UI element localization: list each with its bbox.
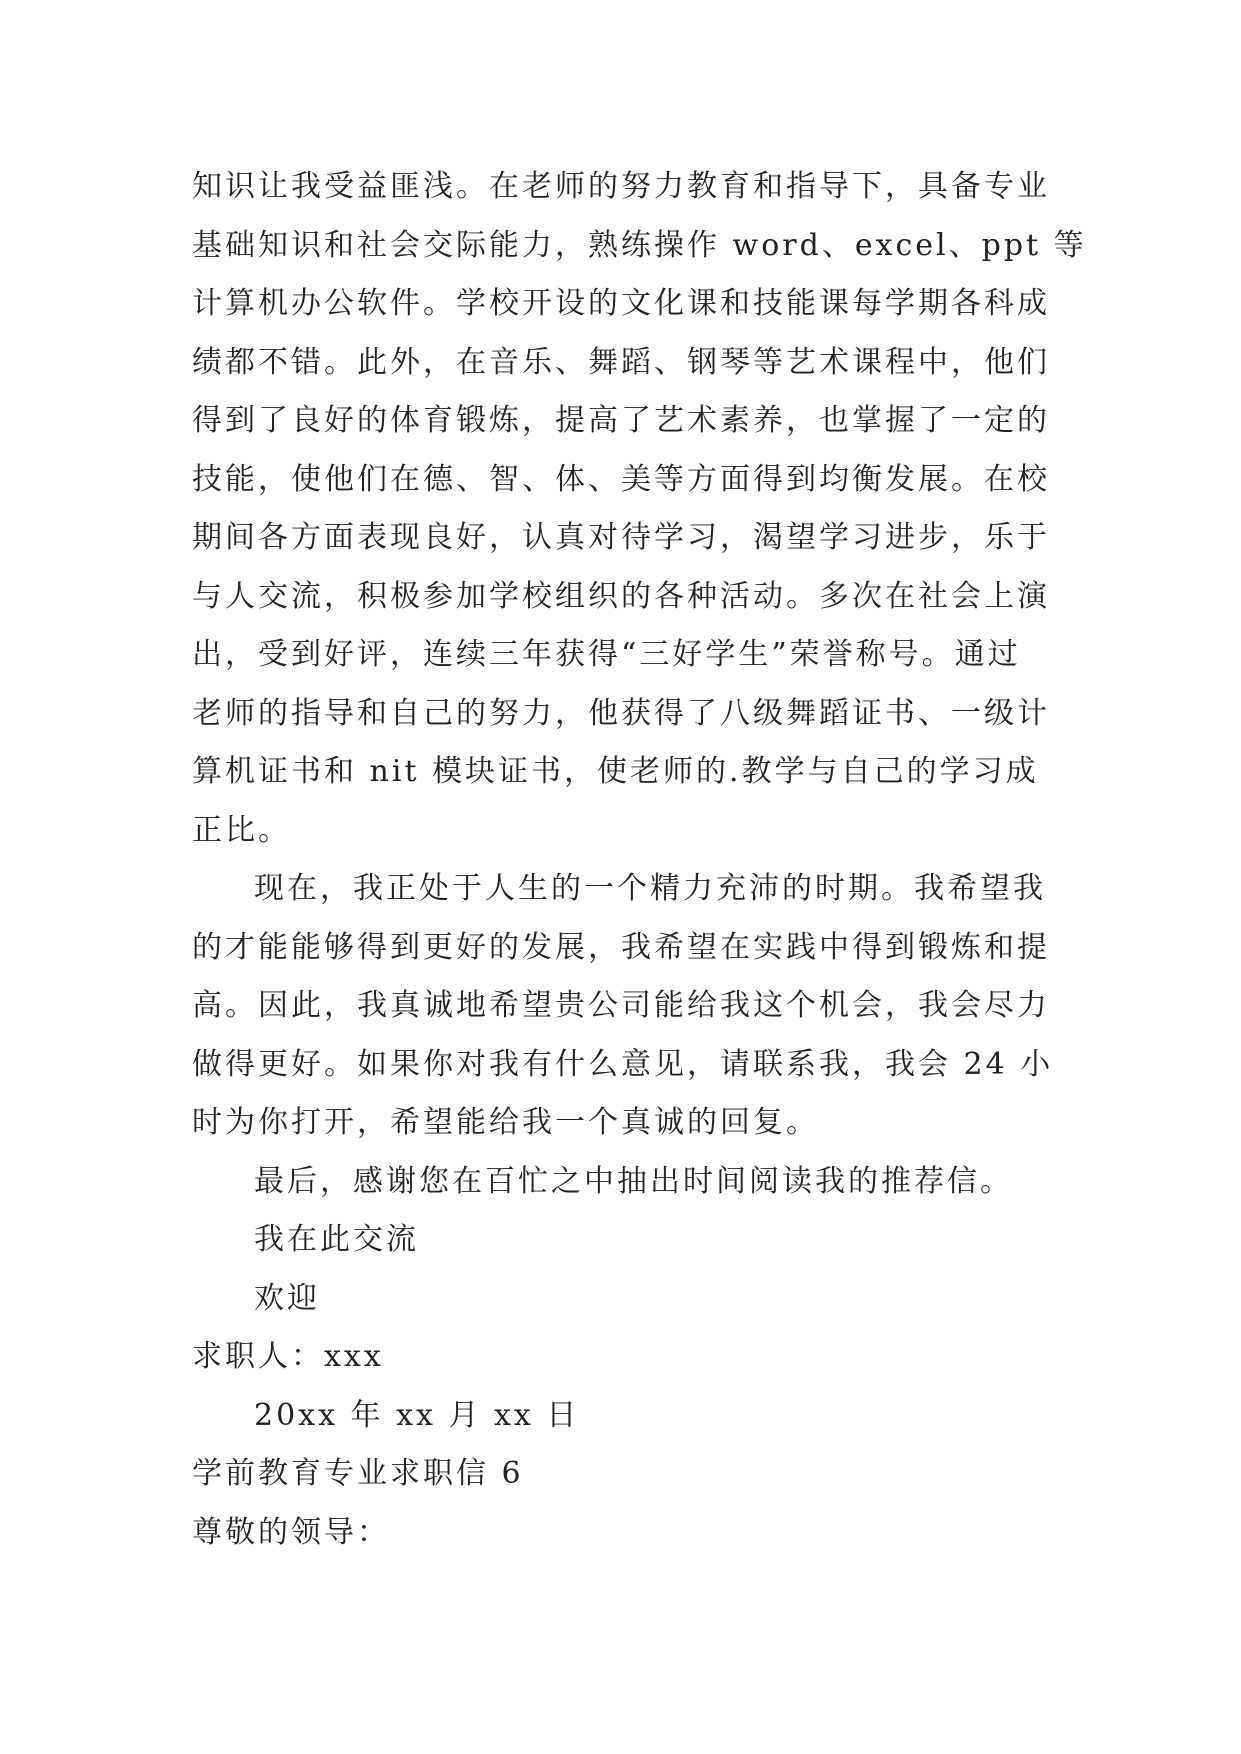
closing-thanks: 最后，感谢您在百忙之中抽出时间阅读我的推荐信。 [254, 1163, 1013, 1199]
body-line: 算机证书和 nit 模块证书，使老师的.教学与自己的学习成 [192, 754, 1039, 789]
body-line: 做得更好。如果你对我有什么意见，请联系我，我会 24 小 [192, 1046, 1054, 1082]
body-line: 期间各方面表现良好，认真对待学习，渴望学习进步，乐于 [192, 520, 1050, 555]
body-line: 得到了良好的体育锻炼，提高了艺术素养，也掌握了一定的 [192, 403, 1050, 438]
salutation: 尊敬的领导： [192, 1514, 390, 1550]
closing-phrase: 我在此交流 [254, 1222, 419, 1257]
body-line: 与人交流，积极参加学校组织的各种活动。多次在社会上演 [192, 578, 1050, 614]
body-line: 技能，使他们在德、智、体、美等方面得到均衡发展。在校 [192, 461, 1050, 497]
closing-salute: 欢迎 [254, 1280, 320, 1316]
body-line: 高。因此，我真诚地希望贵公司能给我这个机会，我会尽力 [192, 988, 1050, 1023]
body-line: 老师的指导和自己的努力，他获得了八级舞蹈证书、一级计 [192, 695, 1050, 731]
applicant-signature: 求职人：xxx [192, 1339, 384, 1374]
body-line: 的才能能够得到更好的发展，我希望在实践中得到锻炼和提 [192, 929, 1050, 965]
letter-body [192, 158, 1087, 1562]
letter-date: 20xx 年 xx 月 xx 日 [254, 1397, 580, 1433]
body-line: 知识让我受益匪浅。在老师的努力教育和指导下，具备专业 [192, 169, 1050, 204]
body-line: 出，受到好评，连续三年获得“三好学生”荣誉称号。通过 [192, 637, 1021, 672]
body-line: 基础知识和社会交际能力，熟练操作 word、excel、ppt 等 [192, 227, 1087, 263]
section-title: 学前教育专业求职信 6 [192, 1456, 524, 1491]
body-line: 绩都不错。此外，在音乐、舞蹈、钢琴等艺术课程中，他们 [192, 344, 1050, 380]
paragraph-start-line: 现在，我正处于人生的一个精力充沛的时期。我希望我 [254, 871, 1046, 906]
body-line: 时为你打开，希望能给我一个真诚的回复。 [192, 1105, 819, 1140]
body-line: 正比。 [192, 812, 291, 848]
body-line: 计算机办公软件。学校开设的文化课和技能课每学期各科成 [192, 286, 1050, 321]
